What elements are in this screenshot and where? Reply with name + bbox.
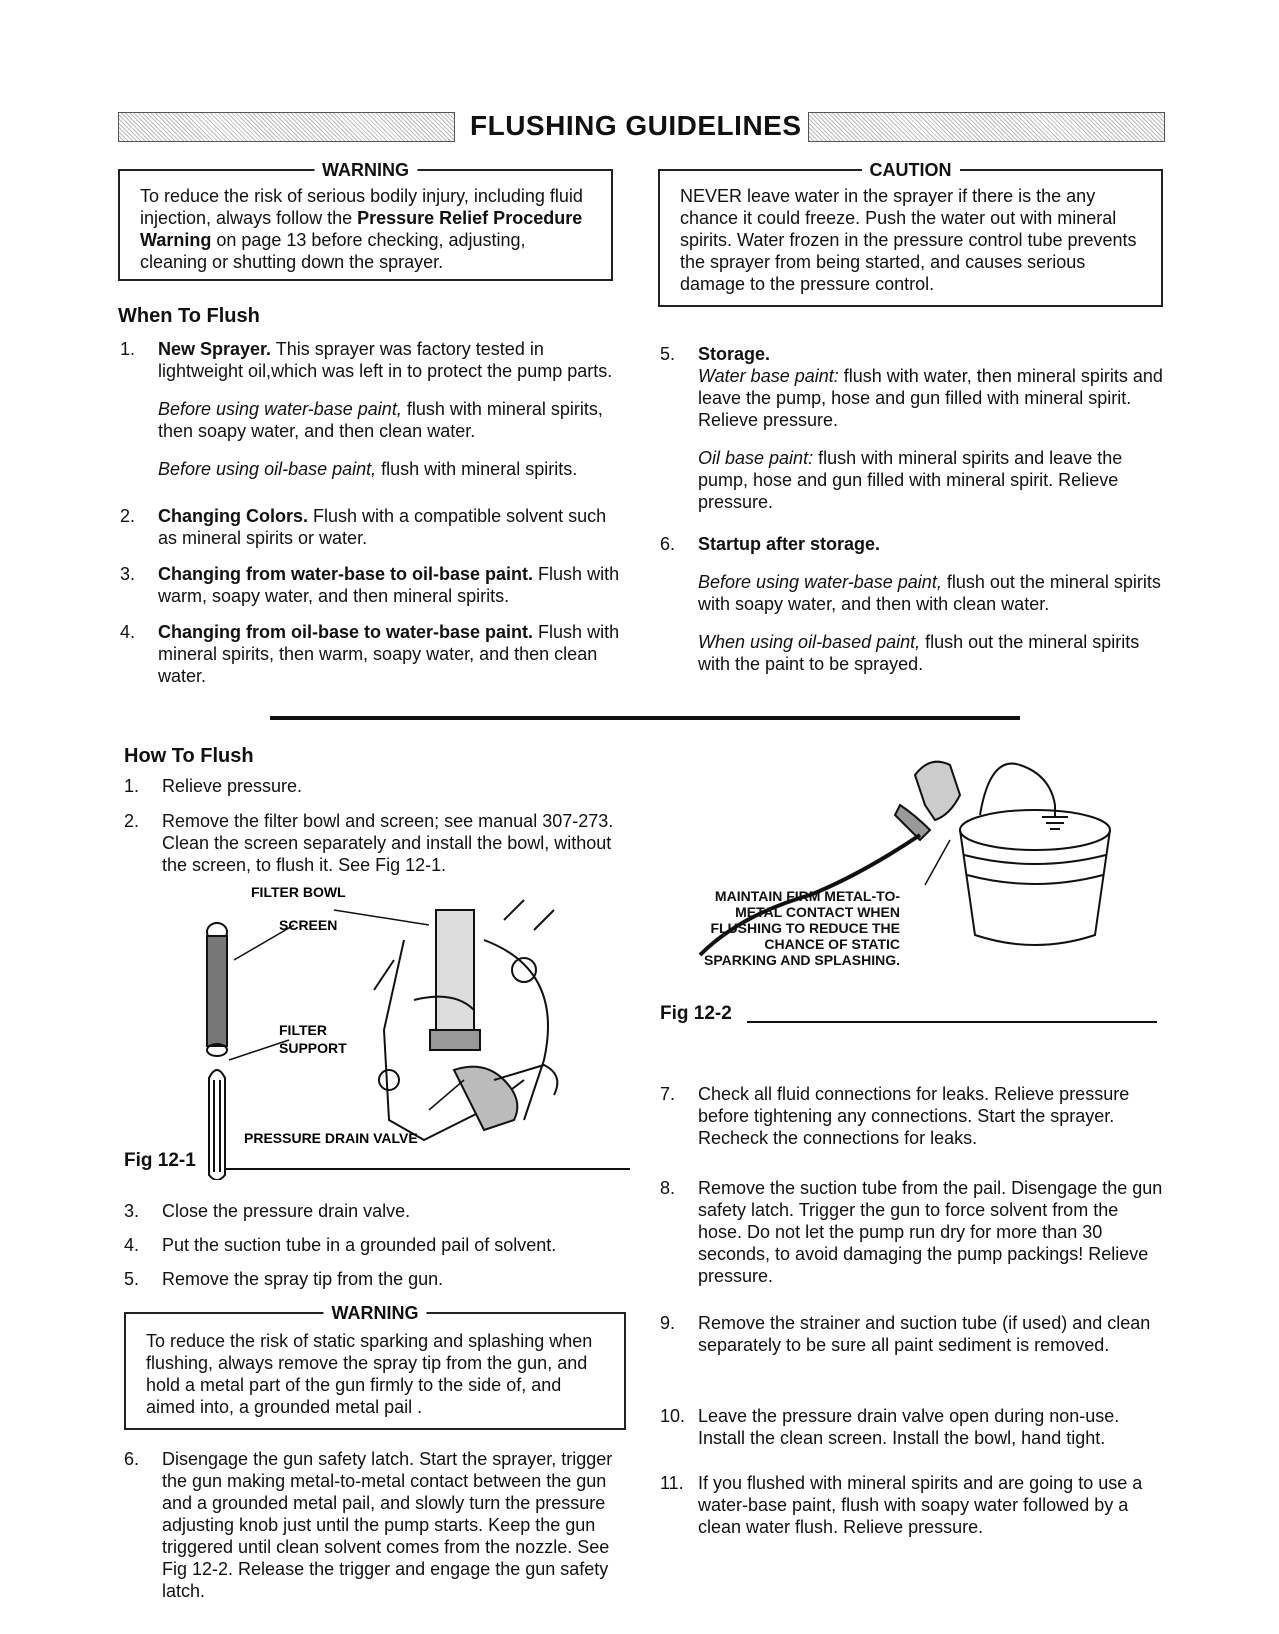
step-item: 3. Close the pressure drain valve. xyxy=(124,1201,411,1221)
caution-text: NEVER leave water in the sprayer if there is the any chance it could freeze. Push the water out with mineral spirits. Water frozen in the pressure control tube prevents the sprayer from being started, and causes serious damage to the pressure control. xyxy=(680,186,1137,294)
fig-12-1-illustration xyxy=(124,880,636,1180)
list-item: 5. Storage. Water base paint: flush with water, then mineral spirits and leave the pump, hose and gun filled with mineral spirit. Relieve pressure. Oil base paint: flush with mineral spirits and leave the pump, hose and gun filled with mineral spirit. Relieve pressure. xyxy=(660,344,1163,512)
step-item: 5. Remove the spray tip from the gun. xyxy=(124,1269,444,1289)
step-item: 4. Put the suction tube in a grounded pail of solvent. xyxy=(124,1235,557,1255)
filter-bowl-callout: FILTER BOWL xyxy=(251,884,346,900)
warning-legend: WARNING xyxy=(314,160,417,181)
warning-box-top xyxy=(118,160,613,281)
step-item: 10. Leave the pressure drain valve open during non-use. Install the clean screen. Install the bowl, hand tight. xyxy=(660,1406,1120,1448)
list-item: 6. Startup after storage. Before using water-base paint, flush out the mineral spirits with soapy water, and then with clean water. When using oil-based paint, flush out the mineral spirits with the paint to be sprayed. xyxy=(660,534,1161,674)
warning-box-bottom xyxy=(124,1303,626,1430)
fig-12-2-label: Fig 12-2 xyxy=(660,1003,732,1024)
fig-12-2-callout: MAINTAIN FIRM METAL-TO- METAL CONTACT WHEN FLUSHING TO REDUCE THE CHANCE OF STATIC SPARKING AND SPLASHING. xyxy=(703,888,900,968)
caution-box xyxy=(658,160,1163,307)
page-title: FLUSHING GUIDELINES xyxy=(470,110,802,141)
step-item: 11. If you flushed with mineral spirits and are going to use a water-base paint, flush with soapy water followed by a clean water flush. Relieve pressure. xyxy=(660,1473,1143,1537)
ground-wire xyxy=(980,764,1068,829)
list-item: 2. Changing Colors. Flush with a compatible solvent such as mineral spirits or water. xyxy=(120,506,607,548)
fig-12-2-rule xyxy=(747,1021,1157,1023)
filter-support-callout-1: FILTER xyxy=(279,1022,327,1038)
warning-text: To reduce the risk of serious bodily injury, including fluid injection, always follow the Pressure Relief Procedure Warning on page 13 before checking, adjusting, cleaning or shutting down the sprayer. xyxy=(140,186,583,272)
warning-text: To reduce the risk of static sparking and splashing when flushing, always remove the spray tip from the gun, and hold a metal part of the gun firmly to the side of, and aimed into, a grounded metal pail . xyxy=(146,1331,593,1417)
drain-valve-callout: PRESSURE DRAIN VALVE xyxy=(244,1130,418,1146)
step-item: 9. Remove the strainer and suction tube (if used) and clean separately to be sure all paint sediment is removed. xyxy=(660,1313,1151,1355)
when-to-flush-heading: When To Flush xyxy=(118,305,260,327)
fig-12-1-rule xyxy=(225,1168,630,1170)
filter-assembly xyxy=(374,900,557,1140)
step-item: 6. Disengage the gun safety latch. Start the sprayer, trigger the gun making metal-to-metal contact between the gun and a grounded metal pail, and slowly turn the pressure adjusting knob just until the pump starts. Keep the gun triggered until clean solvent comes from the nozzle. See Fig 12-2. Release the trigger and engage the gun safety latch. xyxy=(124,1449,613,1601)
spray-gun xyxy=(895,762,960,840)
leader-lines xyxy=(229,910,464,1110)
warning-legend: WARNING xyxy=(324,1303,427,1324)
pail xyxy=(960,810,1110,945)
filter-support-part xyxy=(209,1070,225,1180)
title-hatch-right xyxy=(808,112,1165,142)
list-item: 3. Changing from water-base to oil-base paint. Flush with warm, soapy water, and then mineral spirits. xyxy=(120,564,620,606)
how-to-flush-heading: How To Flush xyxy=(124,745,254,767)
step-item: 1. Relieve pressure. xyxy=(124,776,303,796)
list-item: 4. Changing from oil-base to water-base paint. Flush with mineral spirits, then warm, soapy water, and then clean water. xyxy=(120,622,620,686)
step-item: 2. Remove the filter bowl and screen; see manual 307-273. Clean the screen separately and install the bowl, without the screen, to flush it. See Fig 12-1. xyxy=(124,811,614,875)
title-hatch-left xyxy=(118,112,455,142)
filter-support-callout-2: SUPPORT xyxy=(279,1040,347,1056)
step-item: 7. Check all fluid connections for leaks. Relieve pressure before tightening any connections. Start the sprayer. Recheck the connections for leaks. xyxy=(660,1084,1130,1148)
fig-12-1-label: Fig 12-1 xyxy=(124,1150,196,1171)
step-item: 8. Remove the suction tube from the pail. Disengage the gun safety latch. Trigger the gun to force solvent from the hose. Do not let the pump run dry for more than 30 seconds, to avoid damaging the pump packings! Relieve pressure. xyxy=(660,1178,1163,1286)
section-divider xyxy=(270,716,1020,720)
caution-legend: CAUTION xyxy=(862,160,960,181)
screen-callout: SCREEN xyxy=(279,917,338,933)
list-item: 1. New Sprayer. This sprayer was factory tested in lightweight oil,which was left in to protect the pump parts. Before using water-base paint, flush with mineral spirits, then soapy water, and then clean water. Before using oil-base paint, flush with mineral spirits. xyxy=(120,339,613,479)
screen-part xyxy=(207,923,227,1056)
pail-leader xyxy=(925,840,950,885)
